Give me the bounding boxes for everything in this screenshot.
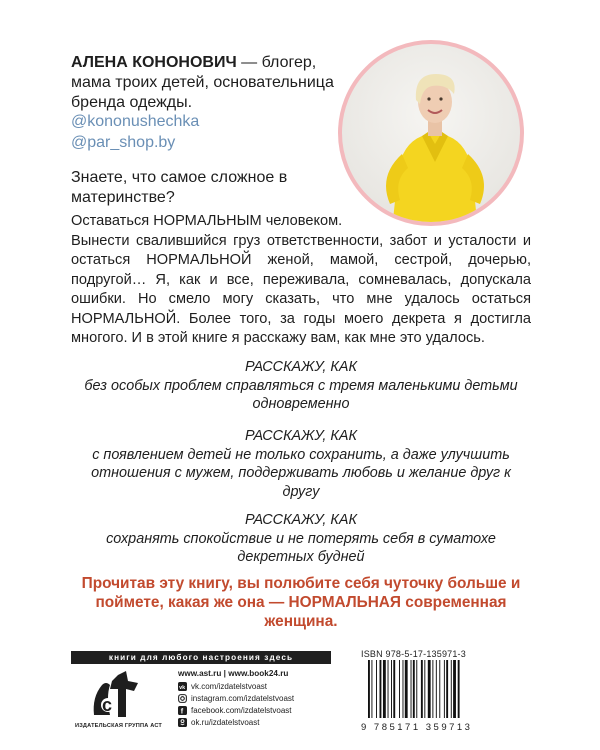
website-links[interactable]: www.ast.ru | www.book24.ru: [178, 669, 289, 678]
barcode-number: 9 785171 359713: [361, 722, 473, 733]
publisher-footer: [71, 651, 531, 736]
author-photo: [338, 40, 524, 226]
ast-logo-icon: [90, 667, 140, 719]
isbn-text: ISBN 978-5-17-135971-3: [361, 649, 466, 659]
promise-heading: РАССКАЖУ, КАК: [245, 428, 357, 444]
publisher-name: ИЗДАТЕЛЬСКАЯ ГРУППА АСТ: [75, 723, 163, 729]
social-link-label: instagram.com/izdatelstvoast: [191, 694, 295, 703]
promise-heading: РАССКАЖУ, КАК: [245, 512, 357, 528]
facebook-icon: [178, 706, 187, 715]
social-link-label: facebook.com/izdatelstvoast: [191, 706, 292, 715]
promise-item: [71, 511, 531, 567]
promise-item: [71, 427, 531, 501]
promise-text: с появлением детей не только сохранить, а даже улучшить отношения с мужем, поддерживать любовь и желание друг к другу: [91, 446, 511, 500]
social-link-label: vk.com/izdatelstvoast: [191, 682, 268, 691]
promise-heading: РАССКАЖУ, КАК: [245, 359, 357, 375]
handle-kononushechka: @kononushechka: [71, 113, 200, 130]
answer-text: Вынести свалившийся груз ответственности, забот и усталости и остаться НОРМАЛЬНОЙ женой, мамой, сестрой, дочерью, подругой… Я, как и все, переживала, сомневалась, допускала ошибки. Но смело могу сказать, что мне удалось остаться НОРМАЛЬНОЙ. Более того, за годы моего декрета я достигла многого. И в этой книге я расскажу вам, как мне это удалось.: [71, 232, 531, 346]
author-name: АЛЕНА КОНОНОВИЧ: [71, 54, 237, 71]
answer-block: [71, 212, 531, 349]
footer-banner: книги для любого настроения здесь: [71, 651, 331, 664]
author-description: — блогер, мама троих детей, основательница бренда одежды.: [71, 54, 334, 111]
instagram-icon: [178, 694, 187, 703]
promise-item: [71, 358, 531, 414]
svg-text:vk: vk: [179, 684, 186, 691]
svg-text:c: c: [102, 695, 113, 715]
svg-text:f: f: [180, 706, 184, 715]
answer-lead: Оставаться НОРМАЛЬНЫМ человеком.: [71, 213, 343, 229]
handle-par-shop: @par_shop.by: [71, 134, 176, 151]
social-link-vk[interactable]: [178, 682, 267, 691]
social-link-ok[interactable]: [178, 718, 259, 727]
social-link-facebook[interactable]: [178, 706, 292, 715]
tagline: Прочитав эту книгу, вы полюбите себя чуточку больше и поймете, какая же она — НОРМАЛЬНАЯ современная женщина.: [81, 575, 521, 630]
author-bio: [71, 53, 341, 113]
author-portrait-illustration: [342, 44, 524, 226]
social-link-label: ok.ru/izdatelstvoast: [191, 718, 260, 727]
promise-text: сохранять спокойствие и не потерять себя в суматохе декретных будней: [106, 530, 496, 565]
promise-text: без особых проблем справляться с тремя маленькими детьми одновременно: [84, 377, 518, 412]
question-text: Знаете, что самое сложное в материнстве?: [71, 169, 288, 206]
vk-icon: [178, 682, 187, 691]
barcode-icon: [367, 660, 485, 718]
social-link-instagram[interactable]: [178, 694, 294, 703]
ok-icon: [178, 718, 187, 727]
